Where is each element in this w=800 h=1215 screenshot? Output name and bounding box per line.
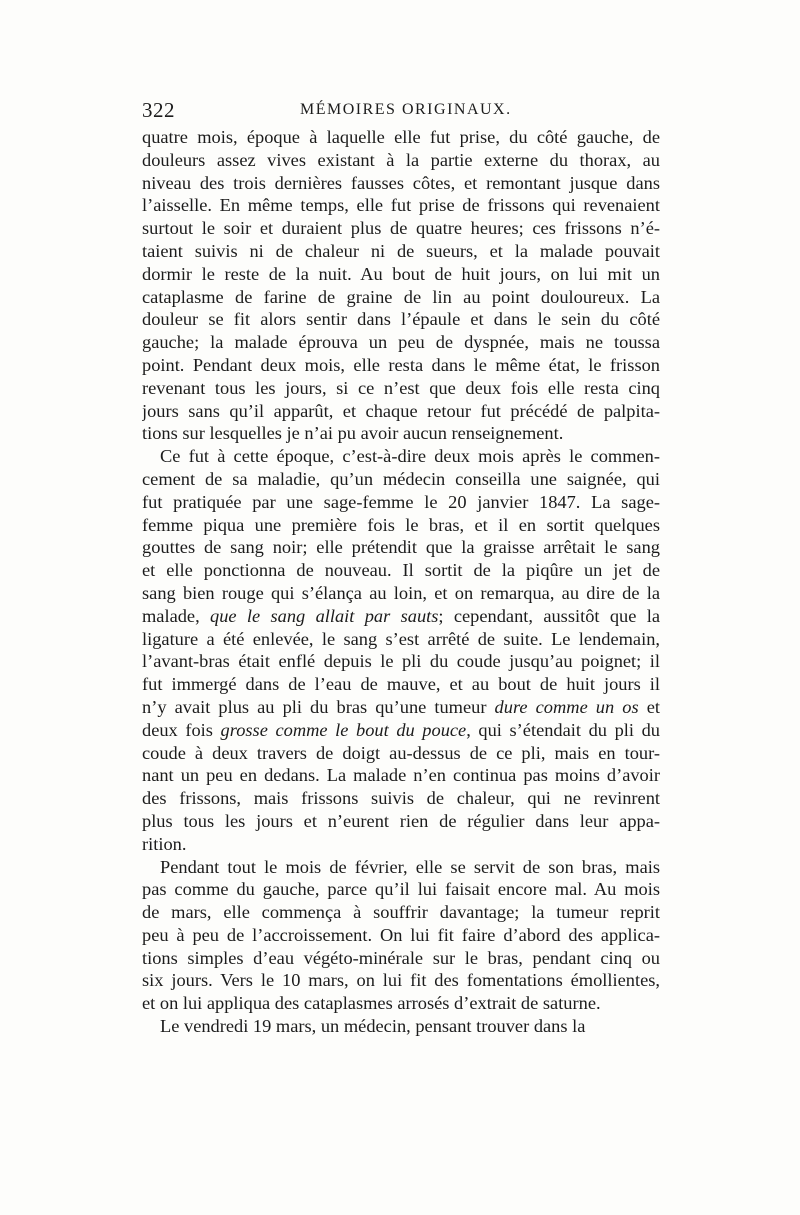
text-line: coude à deux travers de doigt au-dessus de ce pli, mais en tour-	[142, 742, 660, 763]
text-line: des frissons, mais frissons suivis de chaleur, qui ne revinrent	[142, 788, 660, 809]
text-line: point. Pendant deux mois, elle resta dans le même état, le frisson	[142, 354, 660, 375]
text-line: jours sans qu’il apparût, et chaque retour fut précédé de palpita-	[142, 400, 660, 421]
text-line: revenant tous les jours, si ce n’est que deux fois elle resta cinq	[142, 377, 660, 398]
text-line: Pendant tout le mois de février, elle se servit de son bras, mais	[160, 856, 660, 877]
paragraph	[142, 445, 660, 855]
body-text	[142, 126, 660, 1038]
text-line: niveau des trois dernières fausses côtes, et remontant jusque dans	[142, 172, 660, 193]
text-line: malade, que le sang allait par sauts; cependant, aussitôt que la	[142, 605, 660, 626]
paragraph	[142, 856, 660, 1016]
text-line: fut pratiquée par une sage-femme le 20 janvier 1847. La sage-	[142, 491, 660, 512]
text-line: de mars, elle commença à souffrir davantage; la tumeur reprit	[142, 902, 660, 923]
text-line: l’avant-bras était enflé depuis le pli du coude jusqu’au poignet; il	[142, 651, 660, 672]
text-line: femme piqua une première fois le bras, et il en sortit quelques	[142, 514, 660, 535]
italic-text: que le sang allait par sauts	[210, 605, 439, 626]
text-line: nant un peu en dedans. La malade n’en continua pas moins d’avoir	[142, 765, 660, 786]
text-line: quatre mois, époque à laquelle elle fut prise, du côté gauche, de	[142, 127, 660, 147]
text-line: et on lui appliqua des cataplasmes arrosés d’extrait de saturne.	[142, 993, 601, 1014]
text-line: deux fois grosse comme le bout du pouce, qui s’étendait du pli du	[142, 719, 660, 740]
text-line: dormir le reste de la nuit. Au bout de huit jours, on lui mit un	[142, 263, 660, 284]
text-line: six jours. Vers le 10 mars, on lui fit des fomentations émollientes,	[142, 970, 660, 991]
text-line: l’aisselle. En même temps, elle fut prise de frissons qui revenaient	[142, 195, 660, 216]
text-line: rition.	[142, 833, 187, 854]
text-line: cataplasme de farine de graine de lin au point douloureux. La	[142, 286, 660, 307]
paragraph	[142, 126, 660, 445]
page-header	[142, 98, 662, 124]
text-line: tions sur lesquelles je n’ai pu avoir aucun renseignement.	[142, 423, 564, 444]
text-line: surtout le soir et duraient plus de quatre heures; ces frissons n’é-	[142, 218, 660, 239]
italic-text: dure comme un os	[494, 696, 639, 717]
text-line: et elle ponctionna de nouveau. Il sortit de la piqûre un jet de	[142, 560, 660, 581]
text-line: fut immergé dans de l’eau de mauve, et au bout de huit jours il	[142, 674, 660, 695]
text-line: gouttes de sang noir; elle prétendit que la graisse arrêtait le sang	[142, 537, 660, 558]
page-number: 322	[142, 98, 175, 122]
text-line: pas comme du gauche, parce qu’il lui faisait encore mal. Au mois	[142, 879, 660, 900]
text-line: plus tous les jours et n’eurent rien de régulier dans leur appa-	[142, 810, 660, 831]
text-line: gauche; la malade éprouva un peu de dyspnée, mais ne toussa	[142, 332, 660, 353]
text-line: n’y avait plus au pli du bras qu’une tumeur dure comme un os et	[142, 696, 660, 717]
paragraph	[142, 1015, 660, 1038]
text-line: Ce fut à cette époque, c’est-à-dire deux mois après le commen-	[160, 446, 660, 467]
text-line: peu à peu de l’accroissement. On lui fit faire d’abord des applica-	[142, 924, 660, 945]
text-line: douleur se fit alors sentir dans l’épaule et dans le sein du côté	[142, 309, 660, 330]
text-line: sang bien rouge qui s’élança au loin, et on remarqua, au dire de la	[142, 582, 660, 603]
italic-text: grosse comme le bout du pouce	[220, 719, 467, 740]
running-head: MÉMOIRES ORIGINAUX.	[300, 101, 512, 118]
text-line: taient suivis ni de chaleur ni de sueurs, et la malade pouvait	[142, 240, 660, 261]
text-line: ligature a été enlevée, le sang s’est arrêté de suite. Le lendemain,	[142, 628, 660, 649]
text-line: cement de sa maladie, qu’un médecin conseilla une saignée, qui	[142, 468, 660, 489]
text-line: Le vendredi 19 mars, un médecin, pensant trouver dans la	[160, 1016, 586, 1037]
text-line: douleurs assez vives existant à la partie externe du thorax, au	[142, 149, 660, 170]
text-line: tions simples d’eau végéto-minérale sur le bras, pendant cinq ou	[142, 947, 660, 968]
